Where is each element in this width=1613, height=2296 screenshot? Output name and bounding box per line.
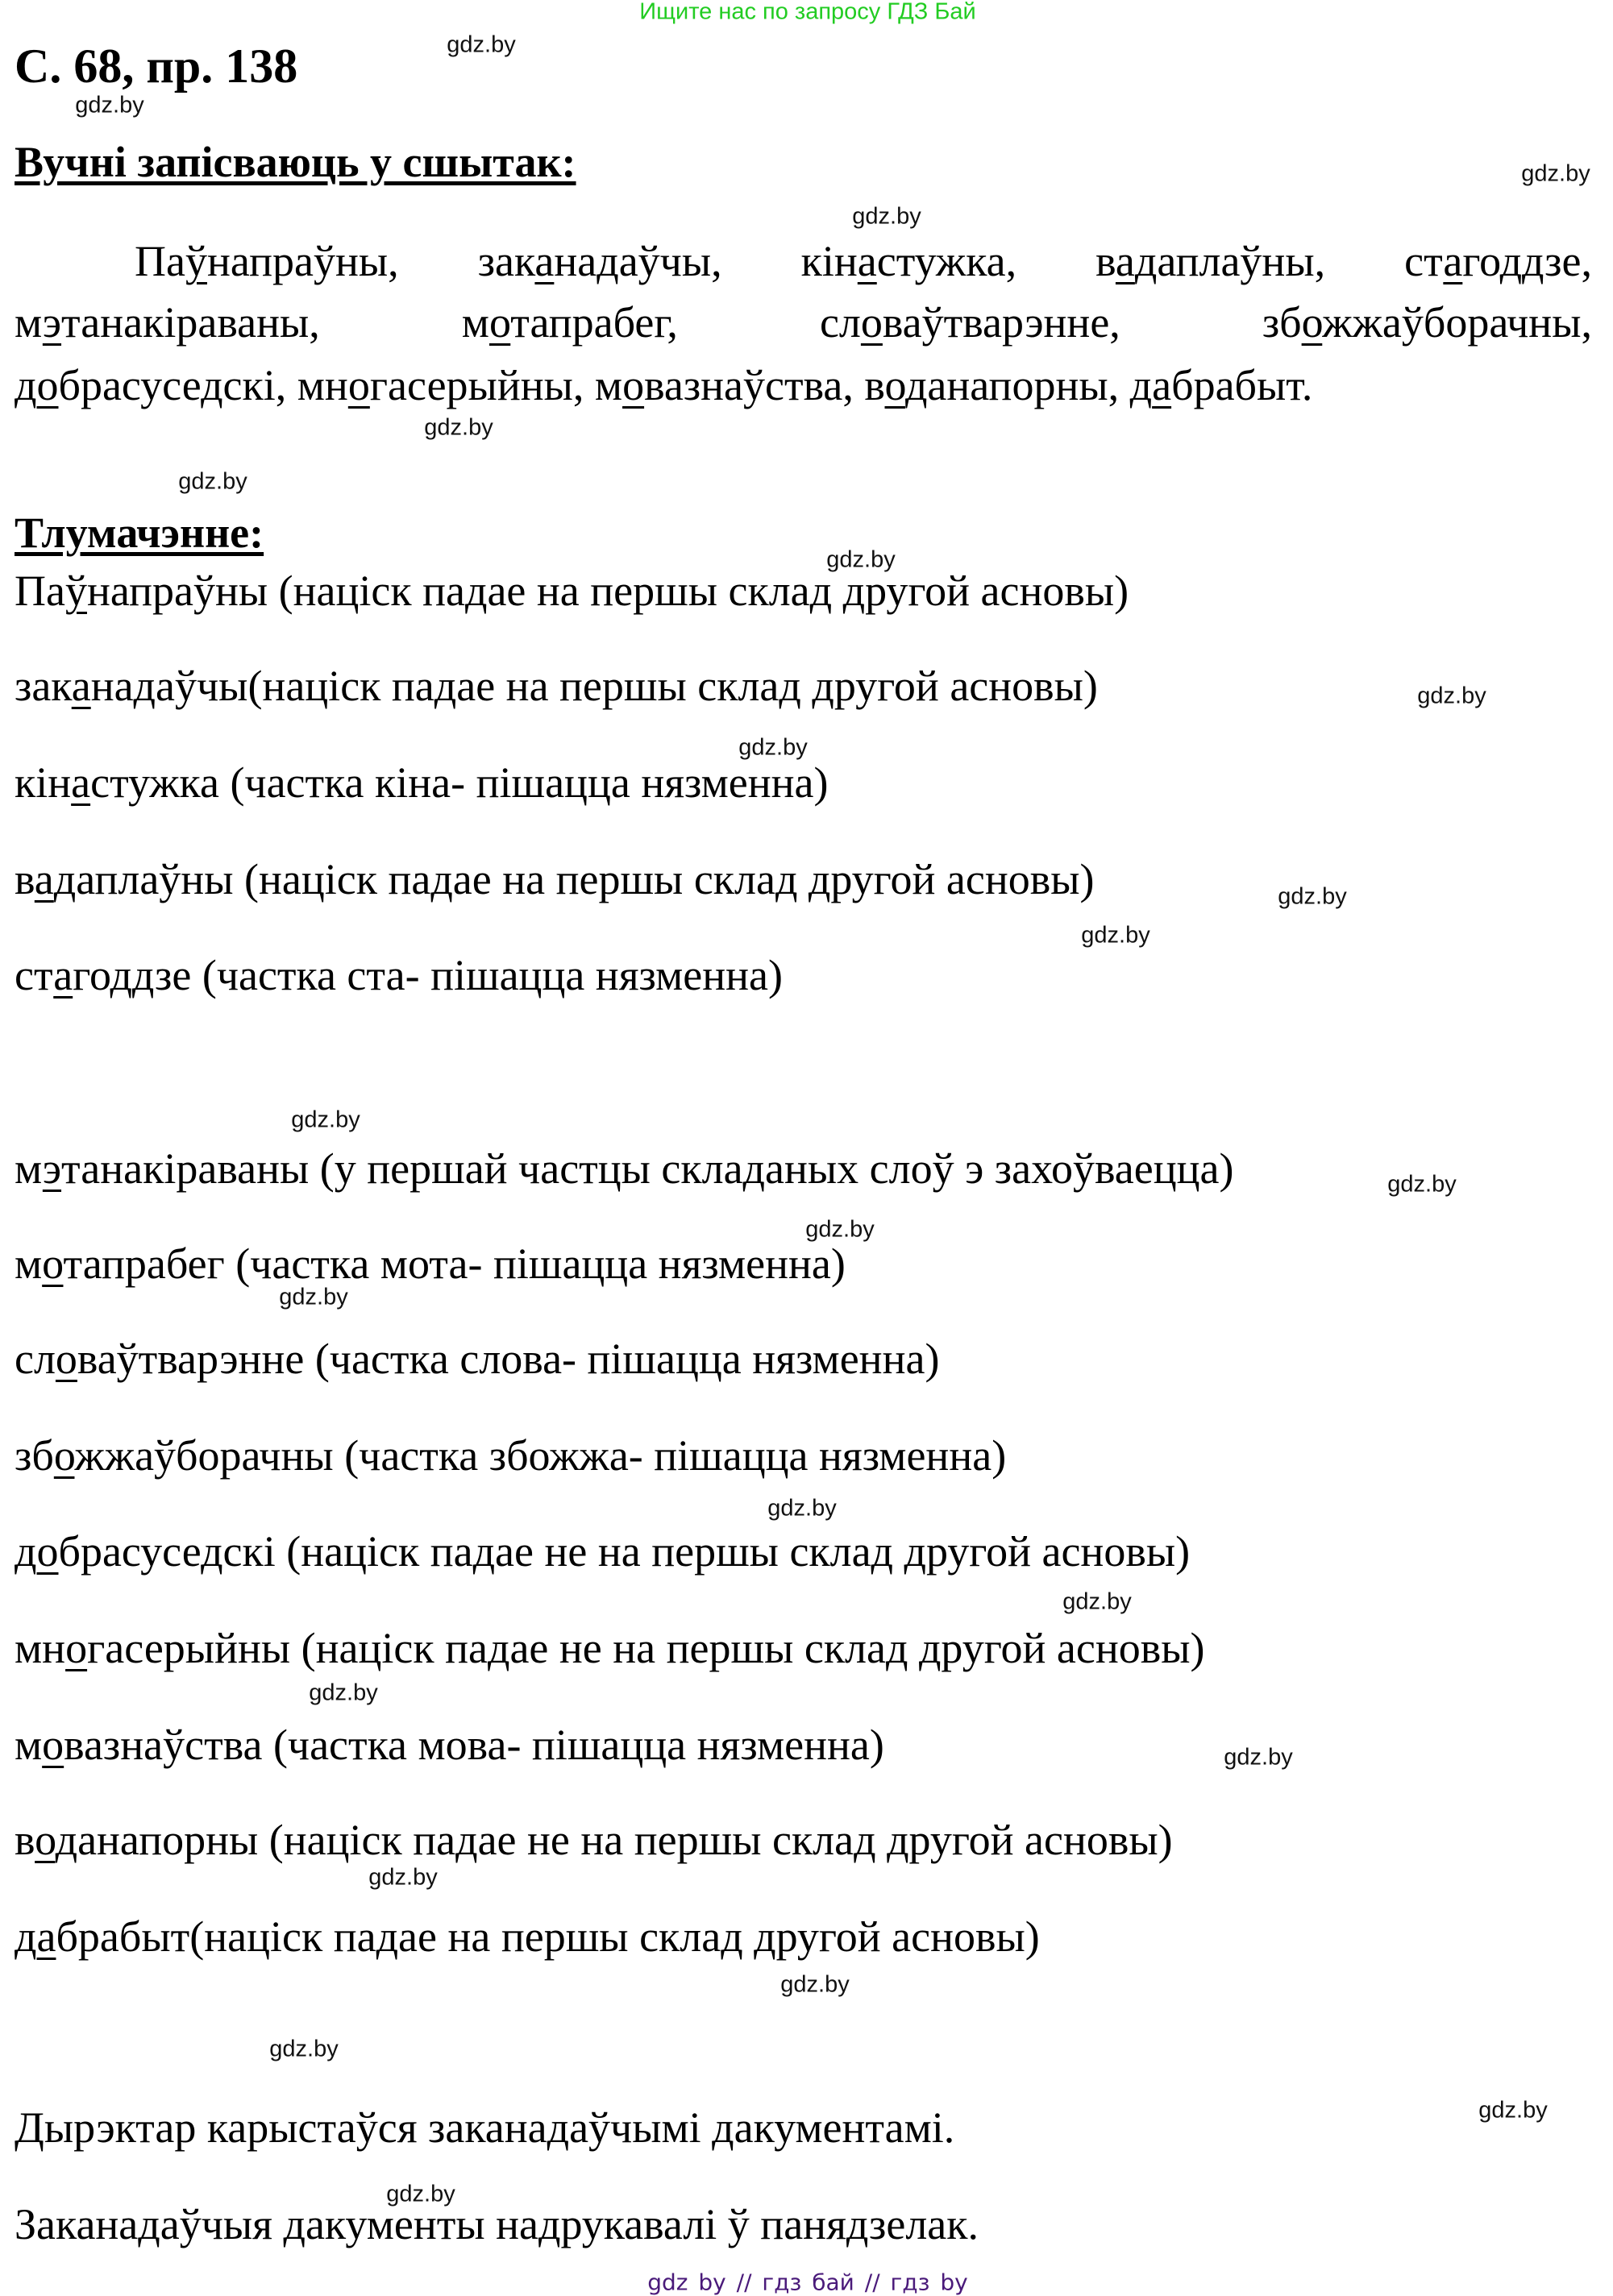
- watermark: gdz.by: [269, 2036, 339, 2062]
- watermark: gdz.by: [1224, 1744, 1293, 1771]
- word-part: м: [15, 1721, 43, 1769]
- word-part: стужка,: [876, 237, 1017, 285]
- word: [15, 758, 219, 807]
- stressed-letter: о: [860, 298, 883, 347]
- explanation-text: (націск падае не на першы склад другой асновы): [258, 1816, 1173, 1864]
- word: [15, 297, 320, 347]
- word: [1262, 297, 1592, 347]
- explanation-text: (націск падае не на першы склад другой асновы): [290, 1624, 1205, 1672]
- explanation-text: (частка мова- пішацца нязменна): [262, 1721, 884, 1769]
- stressed-letter: ў: [185, 237, 207, 285]
- word-part: танакіраваны,: [61, 298, 320, 347]
- watermark: gdz.by: [1417, 683, 1486, 709]
- explanation-text: (частка мота- пішацца нязменна): [224, 1239, 846, 1288]
- word-part: напраўны,: [206, 237, 399, 285]
- word-part: данапорны: [55, 1816, 259, 1864]
- search-hint-banner: Ищите нас по запросу ГДЗ Бай: [639, 0, 976, 25]
- word: [15, 1721, 262, 1769]
- word: [15, 1431, 334, 1480]
- word-part: даплаўны,: [1134, 237, 1326, 285]
- word-part: годдзе: [73, 951, 192, 999]
- watermark: gdz.by: [386, 2181, 455, 2207]
- word-part: годдзе,: [1462, 237, 1592, 285]
- word: [864, 361, 1119, 409]
- word: [595, 361, 854, 409]
- stressed-letter: а: [53, 951, 73, 999]
- watermark: gdz.by: [1521, 160, 1590, 187]
- word: [15, 1912, 189, 1961]
- word-part: брасуседскі,: [58, 361, 287, 409]
- word: [15, 1239, 225, 1288]
- word-part: сл: [819, 298, 861, 347]
- explanation-text: (частка слова- пішацца нязменна): [304, 1335, 940, 1383]
- stressed-letter: а: [71, 662, 91, 710]
- watermark: gdz.by: [826, 546, 896, 573]
- word-part: брабыт: [56, 1912, 190, 1961]
- explanation-line: [15, 1430, 1006, 1480]
- explanation-text: (частка ста- пішацца нязменна): [191, 951, 783, 999]
- word-part: кін: [800, 237, 858, 285]
- watermark: gdz.by: [178, 468, 247, 495]
- paragraph-line: [15, 297, 1592, 347]
- word: [801, 236, 1016, 286]
- stressed-letter: о: [53, 1431, 75, 1480]
- word-part: мн: [15, 1624, 66, 1672]
- explanation-line: [15, 1623, 1205, 1673]
- stressed-letter: э: [42, 298, 62, 347]
- explanation-line: [15, 1144, 1233, 1194]
- word-part: брасуседскі: [58, 1527, 276, 1576]
- explanation-line: [15, 854, 1094, 904]
- paragraph-line: [135, 236, 1592, 286]
- word-part: д: [15, 1912, 37, 1961]
- word-part: м: [594, 361, 623, 409]
- word-part: зак: [477, 237, 535, 285]
- word-part: стужка: [90, 758, 219, 807]
- explanation-line: [15, 1815, 1173, 1865]
- word: [15, 1527, 276, 1576]
- word: [135, 236, 399, 286]
- stressed-letter: о: [347, 361, 370, 409]
- stressed-letter: э: [42, 1144, 62, 1193]
- word: [1130, 361, 1313, 409]
- word-part: в: [15, 1816, 35, 1864]
- word-part: ваўтварэнне: [77, 1335, 305, 1383]
- word: [15, 1624, 290, 1672]
- word-part: надаўчы: [90, 662, 248, 710]
- watermark: gdz.by: [1478, 2097, 1548, 2124]
- explanation-line: [15, 1912, 1040, 1962]
- word-part: жжаўборачны,: [1322, 298, 1592, 347]
- section-heading-notebook: Вучні запісваюць у сшытак:: [15, 138, 576, 186]
- watermark: gdz.by: [1081, 922, 1150, 949]
- word: [15, 1335, 304, 1383]
- word: [820, 297, 1120, 347]
- word-part: гасерыйны,: [369, 361, 584, 409]
- explanation-text: (націск падае на першы склад другой асновы): [268, 567, 1129, 615]
- word: [15, 1144, 309, 1193]
- word-part: м: [461, 298, 489, 347]
- word-part: тапрабег: [63, 1239, 225, 1288]
- word-part: кін: [15, 758, 72, 807]
- footer-links: gdz by // гдз бай // гдз by: [647, 2269, 968, 2296]
- explanation-text: (частка збожжа- пішацца нязменна): [333, 1431, 1007, 1480]
- stressed-letter: а: [1443, 237, 1463, 285]
- word-part: зб: [1262, 298, 1302, 347]
- word-part: д: [1129, 361, 1153, 409]
- word-part: вазнаўства,: [644, 361, 854, 409]
- word-part: зб: [15, 1431, 54, 1480]
- word: [1404, 236, 1592, 286]
- word-part: ст: [1404, 237, 1444, 285]
- stressed-letter: о: [65, 1624, 88, 1672]
- word: [297, 361, 584, 409]
- stressed-letter: а: [71, 758, 91, 807]
- word-part: напраўны: [86, 567, 268, 615]
- word-part: Па: [135, 237, 185, 285]
- stressed-letter: о: [36, 361, 59, 409]
- explanation-text: (націск падае на першы склад другой асновы): [247, 662, 1098, 710]
- word-part: м: [15, 1144, 43, 1193]
- watermark: gdz.by: [279, 1284, 348, 1310]
- word: [1095, 236, 1325, 286]
- section-heading-explanation: Тлумачэнне:: [15, 509, 264, 557]
- stressed-letter: о: [1301, 298, 1323, 347]
- watermark: gdz.by: [805, 1216, 875, 1243]
- word-part: в: [15, 855, 35, 903]
- watermark: gdz.by: [75, 92, 144, 118]
- explanation-text: (націск падае на першы склад другой асновы): [189, 1912, 1040, 1961]
- word-part: даплаўны: [53, 855, 234, 903]
- watermark: gdz.by: [291, 1106, 360, 1133]
- word-part: в: [1095, 237, 1116, 285]
- explanation-line: [15, 1720, 884, 1770]
- explanation-text: (націск падае на першы склад другой асновы): [233, 855, 1095, 903]
- word: [15, 361, 286, 409]
- stressed-letter: о: [42, 1721, 64, 1769]
- word: [15, 567, 268, 615]
- word-part: м: [15, 298, 43, 347]
- explanation-line: [15, 566, 1129, 616]
- explanation-line: [15, 1334, 939, 1384]
- word-part: сл: [15, 1335, 56, 1383]
- watermark: gdz.by: [767, 1495, 837, 1522]
- word-part: зак: [15, 662, 72, 710]
- explanation-text: (націск падае не на першы склад другой асновы): [275, 1527, 1191, 1576]
- word-part: д: [15, 1527, 37, 1576]
- example-sentence: Заканадаўчыя дакументы надрукавалі ў панядзелак.: [15, 2200, 979, 2248]
- explanation-line: [15, 1239, 846, 1289]
- watermark: gdz.by: [1387, 1171, 1457, 1198]
- paragraph-line: [15, 360, 1312, 410]
- watermark: gdz.by: [1062, 1588, 1132, 1615]
- word-part: жжаўборачны: [74, 1431, 334, 1480]
- explanation-text: (частка кіна- пішацца нязменна): [218, 758, 829, 807]
- word-part: танакіраваны: [61, 1144, 310, 1193]
- word-part: надаўчы,: [554, 237, 722, 285]
- word: [15, 1816, 258, 1864]
- word-part: мн: [297, 361, 348, 409]
- watermark: gdz.by: [780, 1971, 850, 1998]
- stressed-letter: о: [36, 1527, 59, 1576]
- watermark: gdz.by: [738, 734, 808, 761]
- stressed-letter: а: [857, 237, 877, 285]
- stressed-letter: ў: [64, 567, 87, 615]
- stressed-letter: а: [1115, 237, 1135, 285]
- explanation-text: (у першай частцы складаных слоў э захоўваецца): [309, 1144, 1234, 1193]
- stressed-letter: о: [35, 1816, 56, 1864]
- word: [15, 951, 191, 999]
- word-part: м: [15, 1239, 43, 1288]
- watermark: gdz.by: [1278, 883, 1347, 910]
- stressed-letter: о: [622, 361, 645, 409]
- word-part: тапрабег,: [510, 298, 678, 347]
- explanation-line: [15, 1526, 1190, 1576]
- stressed-letter: о: [42, 1239, 64, 1288]
- page-title: С. 68, пр. 138: [15, 39, 298, 93]
- watermark: gdz.by: [368, 1864, 438, 1891]
- example-sentence: Дырэктар карыстаўся заканадаўчымі дакументамі.: [15, 2103, 955, 2152]
- word-part: брабыт.: [1171, 361, 1313, 409]
- word: [15, 662, 247, 710]
- stressed-letter: а: [36, 1912, 56, 1961]
- explanation-line: [15, 661, 1098, 711]
- explanation-line: [15, 950, 783, 1000]
- word-part: гасерыйны: [87, 1624, 291, 1672]
- stressed-letter: о: [488, 298, 511, 347]
- stressed-letter: а: [1152, 361, 1172, 409]
- word: [478, 236, 722, 286]
- watermark: gdz.by: [852, 203, 921, 230]
- stressed-letter: о: [55, 1335, 77, 1383]
- watermark: gdz.by: [424, 414, 493, 441]
- stressed-letter: а: [34, 855, 54, 903]
- stressed-letter: о: [884, 361, 905, 409]
- watermark: gdz.by: [447, 31, 516, 58]
- word-part: ст: [15, 951, 54, 999]
- word: [15, 855, 234, 903]
- word-part: вазнаўства: [64, 1721, 263, 1769]
- stressed-letter: а: [534, 237, 555, 285]
- word-part: в: [864, 361, 885, 409]
- watermark: gdz.by: [309, 1679, 378, 1706]
- word-part: д: [15, 361, 37, 409]
- word: [462, 297, 678, 347]
- explanation-line: [15, 758, 829, 808]
- word-part: ваўтварэнне,: [882, 298, 1120, 347]
- word-part: Па: [15, 567, 65, 615]
- word-part: данапорны,: [904, 361, 1120, 409]
